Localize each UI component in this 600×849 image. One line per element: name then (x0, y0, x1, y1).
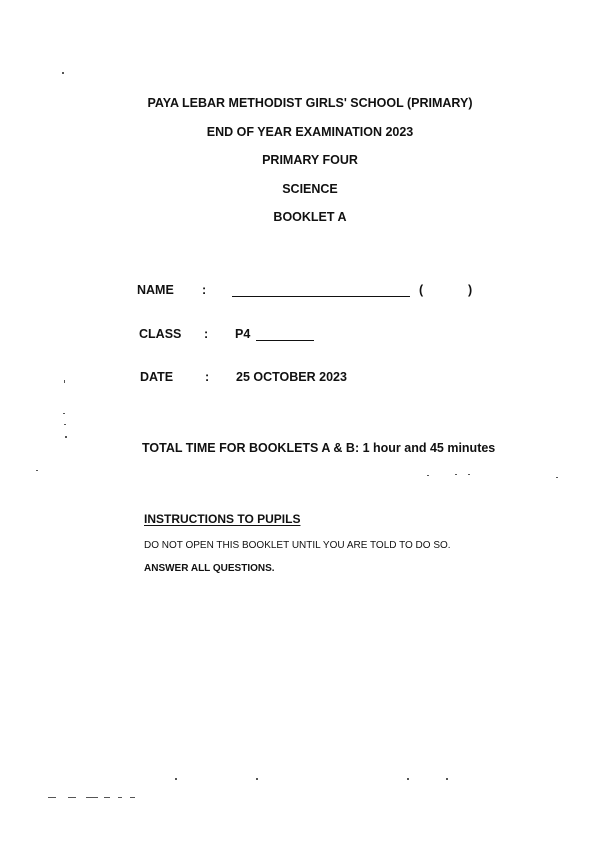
scan-speck (104, 797, 110, 798)
name-blank-line[interactable] (232, 296, 410, 297)
total-time-note: TOTAL TIME FOR BOOKLETS A & B: 1 hour and 45 minutes (142, 441, 496, 455)
subject-title: SCIENCE (282, 182, 338, 196)
name-colon: : (202, 283, 207, 297)
scan-speck (468, 474, 470, 475)
index-paren-open: ( (419, 283, 424, 297)
scan-speck (65, 436, 67, 438)
scan-speck (175, 778, 177, 780)
name-label: NAME (137, 283, 174, 297)
scan-speck (36, 470, 38, 471)
instruction-line: ANSWER ALL QUESTIONS. (144, 563, 275, 574)
scan-speck (64, 380, 65, 383)
index-paren-close: ) (468, 283, 473, 297)
exam-title: END OF YEAR EXAMINATION 2023 (206, 125, 414, 139)
scan-speck (86, 797, 98, 798)
scan-speck (427, 475, 429, 476)
instruction-line: DO NOT OPEN THIS BOOKLET UNTIL YOU ARE TOLD TO DO SO. (144, 540, 451, 551)
class-value: P4 (235, 327, 251, 341)
date-label: DATE (140, 370, 174, 384)
date-colon: : (205, 370, 210, 384)
scan-speck (446, 778, 448, 780)
booklet-title: BOOKLET A (273, 210, 347, 224)
scan-speck (407, 778, 409, 780)
scan-speck (130, 797, 135, 798)
scan-speck (556, 477, 558, 478)
scan-speck (64, 424, 66, 425)
scan-speck (62, 72, 64, 74)
scan-speck (63, 413, 65, 414)
scan-speck (256, 778, 258, 780)
level-title: PRIMARY FOUR (262, 153, 358, 167)
class-blank-line[interactable] (256, 340, 314, 341)
class-colon: : (204, 327, 209, 341)
scan-speck (68, 797, 76, 798)
scan-speck (455, 474, 457, 475)
date-value: 25 OCTOBER 2023 (236, 370, 347, 384)
school-name: PAYA LEBAR METHODIST GIRLS' SCHOOL (PRIMARY) (147, 96, 473, 110)
class-label: CLASS (139, 327, 182, 341)
scan-speck (48, 797, 56, 798)
instructions-title: INSTRUCTIONS TO PUPILS (144, 512, 301, 526)
scan-speck (118, 797, 122, 798)
